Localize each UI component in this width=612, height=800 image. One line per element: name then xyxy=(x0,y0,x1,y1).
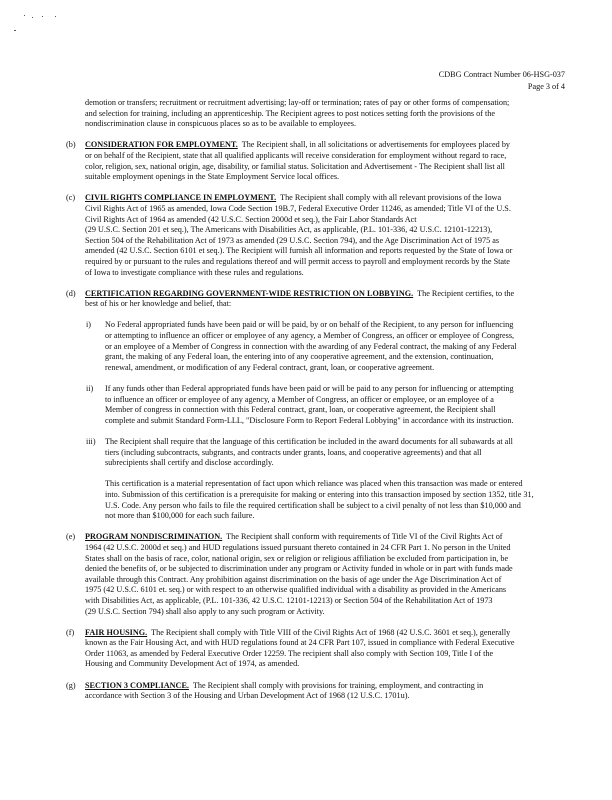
document-body xyxy=(0,98,612,702)
text-line: Housing and Community Development Act of 1974, as amended. xyxy=(85,659,300,669)
text-line: (29 U.S.C. Section 201 et seq.), The Americans with Disabilities Act, as applicable, (P.L. 101-336, 42 U.S.C. 12101-12213), xyxy=(85,225,493,235)
clause-label: i) xyxy=(86,320,92,330)
text-line: renewal, amendment, or modification of any Federal contract, grant, loan, or cooperative agreement. xyxy=(105,362,435,372)
clause-iii xyxy=(0,437,612,469)
scan-artifact xyxy=(55,16,56,17)
text-line: of Iowa to investigate compliance with these rules and regulations. xyxy=(85,267,304,277)
contract-number: CDBG Contract Number 06-HSG-037 xyxy=(438,70,565,79)
clause-label: (b) xyxy=(66,140,76,150)
text-line: Member of congress in connection with this Federal contract, grant, loan, or cooperative agreement, the Recipient shall xyxy=(105,405,496,415)
text-line: Section 504 of the Rehabilitation Act of 1973 as amended (29 U.S.C. Section 794), and the Age Discrimination Act of 1975 as xyxy=(85,235,500,245)
clause-f xyxy=(0,628,612,670)
text-line: or an employee of a Member of Congress in connection with the awarding of any Federal contract, the making of any Federal xyxy=(105,341,517,351)
text-line: color, religion, sex, national origin, age, disability, or familial status. Solicitation and Advertisement - The Recipient shall list all xyxy=(85,161,505,171)
text-line: demotion or transfers; recruitment or recruitment advertising; lay-off or termination; rates of pay or other forms of compensation; xyxy=(85,98,510,107)
clause-d xyxy=(0,289,612,310)
text-line: complete and submit Standard Form-LLL, "Disclosure Form to Report Federal Lobbying" in accordance with its instruction. xyxy=(105,415,514,425)
document-page xyxy=(0,69,612,712)
clause-c xyxy=(0,193,612,278)
clause-text: The Recipient certifies, to the xyxy=(413,288,515,298)
scan-artifact xyxy=(32,17,33,18)
text-line: grant, the making of any Federal loan, the entering into of any cooperative agreement, and the extension, continuation, xyxy=(105,352,494,362)
clause-text: The Recipient shall conform with requirements of Title VI of the Civil Rights Act of xyxy=(222,532,503,542)
clause-heading: CERTIFICATION REGARDING GOVERNMENT-WIDE RESTRICTION ON LOBBYING. xyxy=(85,288,414,298)
text-line xyxy=(85,289,612,300)
text-line: nondiscrimination clause in conspicuous places so as to be available to employees. xyxy=(85,119,357,129)
clause-e xyxy=(0,532,612,617)
text-line xyxy=(85,193,612,204)
clause-heading: CIVIL RIGHTS COMPLIANCE IN EMPLOYMENT. xyxy=(85,193,277,203)
paragraph xyxy=(0,98,612,130)
text-line: required by or pursuant to the rules and regulations thereof and will permit access to payroll and employment records by the State xyxy=(85,256,510,266)
text-line: to influence an officer or employee of any agency, a Member of Congress, an officer or employee, or an employee of a xyxy=(105,394,494,404)
clause-heading: FAIR HOUSING. xyxy=(85,627,148,637)
text-line: (29 U.S.C. Section 794) shall also apply to any such program or Activity. xyxy=(85,606,325,616)
clause-label: (d) xyxy=(66,288,76,298)
scan-artifact xyxy=(14,30,16,31)
text-line: accordance with Section 3 of the Housing and Urban Development Act of 1968 (12 U.S.C. 1701u). xyxy=(85,691,410,701)
text-line xyxy=(85,681,612,692)
clause-label: (e) xyxy=(66,532,76,542)
clause-heading: PROGRAM NONDISCRIMINATION. xyxy=(85,532,223,542)
clause-text: The Recipient shall comply with Title VIII of the Civil Rights Act of 1968 (42 U.S.C. 3601 et seq.), generally xyxy=(147,627,511,637)
clause-b xyxy=(0,140,612,182)
clause-i xyxy=(0,320,612,373)
text-line: U.S. Code. Any person who fails to file the required certification shall be subject to a civil penalty of not less than $10,000 and xyxy=(105,500,521,510)
paragraph xyxy=(0,479,612,521)
clause-heading: SECTION 3 COMPLIANCE. xyxy=(85,680,189,690)
text-line xyxy=(85,140,612,151)
clause-label: (f) xyxy=(66,627,75,637)
text-line xyxy=(85,628,612,639)
scan-artifact xyxy=(24,15,25,16)
text-line: 1975 (42 U.S.C. 6101 et. seq.) or with respect to an otherwise qualified individual with a disability as provided in the Americans xyxy=(85,585,507,595)
text-line: tiers (including subcontracts, subgrants, and contracts under grants, loans, and cooperative agreements) and that all xyxy=(105,447,482,457)
scan-artifact xyxy=(42,16,43,17)
text-line: Civil Rights Act of 1964 as amended (42 U.S.C. Section 2000d et seq.), the Fair Labor Standards Act xyxy=(85,214,417,224)
text-line: If any funds other than Federal appropriated funds have been paid or will be paid to any person for influencing or attempting xyxy=(105,384,514,394)
text-line: No Federal appropriated funds have been paid or will be paid, by or on behalf of the Recipient, to any person for influencing xyxy=(105,320,514,330)
text-line: or on behalf of the Recipient, state that all qualified applicants will receive consideration for employment without regard to race, xyxy=(85,150,507,160)
clause-ii xyxy=(0,384,612,426)
text-line: This certification is a material representation of fact upon which reliance was placed when this transaction was made or entered xyxy=(105,479,523,489)
text-line: amended (42 U.S.C. Section 6101 et seq.). The Recipient will furnish all information and reports requested by the State of Iowa or xyxy=(85,246,513,256)
text-line: subrecipients shall certify and disclose accordingly. xyxy=(105,458,274,468)
text-line: with Disabilities Act, as applicable, (P.L. 101-336, 42 U.S.C. 12101-12213) or Section 504 of the Rehabilitation Act of 1973 xyxy=(85,595,493,605)
text-line: Order 11063, as amended by Federal Executive Order 12259. The recipient shall also comply with Section 109, Title I of the xyxy=(85,648,494,658)
text-line xyxy=(85,532,612,543)
text-line: denied the benefits of, or be subjected to discrimination under any program or Activity funded in whole or in part with funds made xyxy=(85,564,513,574)
text-line: or attempting to influence an officer or employee of any agency, a Member of Congress, an officer or employee of Congress, xyxy=(105,331,515,341)
clause-text: The Recipient shall comply with provisions for training, employment, and contracting in xyxy=(188,680,484,690)
clause-label: ii) xyxy=(86,384,94,394)
text-line: Civil Rights Act of 1965 as amended, Iowa Code Section 19B.7, Federal Executive Order 11246, as amended; Title VI of the U.S. xyxy=(85,203,511,213)
text-line: suitable employment openings in the State Employment Service local offices. xyxy=(85,172,340,182)
text-line: not more than $100,000 for each such failure. xyxy=(105,511,255,521)
clause-text: The Recipient shall comply with all relevant provisions of the Iowa xyxy=(276,193,502,203)
text-line: States shall on the basis of race, color, national origin, sex or religion or religious affiliation be excluded from participation in, be xyxy=(85,553,509,563)
clause-heading: CONSIDERATION FOR EMPLOYMENT. xyxy=(85,140,238,150)
clause-label: iii) xyxy=(86,437,96,446)
text-line: 1964 (42 U.S.C. 2000d et seq.) and HUD regulations issued pursuant thereto contained in 24 CFR Part 1. No person in the United xyxy=(85,542,511,552)
text-line: into. Submission of this certification is a prerequisite for making or entering into this transaction imposed by section 1352, title 31, xyxy=(105,489,534,499)
clause-label: (g) xyxy=(66,680,76,690)
text-line: known as the Fair Housing Act, and with HUD regulations found at 24 CFR Part 107, issued in compliance with Federal Executive xyxy=(85,638,515,648)
page-header xyxy=(0,69,565,92)
text-line: available through this Contract. Any prohibition against discrimination on the basis of age under the Age Discrimination Act of xyxy=(85,574,502,584)
clause-label: (c) xyxy=(66,193,76,203)
text-line: and selection for training, including an apprenticeship. The Recipient agrees to post notices setting forth the provisions of the xyxy=(85,108,496,118)
text-line: The Recipient shall require that the language of this certification be included in the award documents for all subawards at all xyxy=(105,437,513,446)
page-number: Page 3 of 4 xyxy=(527,81,565,91)
clause-text: The Recipient shall, in all solicitations or advertisements for employees placed by xyxy=(237,140,511,150)
text-line: best of his or her knowledge and belief, that: xyxy=(85,299,232,309)
clause-g xyxy=(0,681,612,702)
